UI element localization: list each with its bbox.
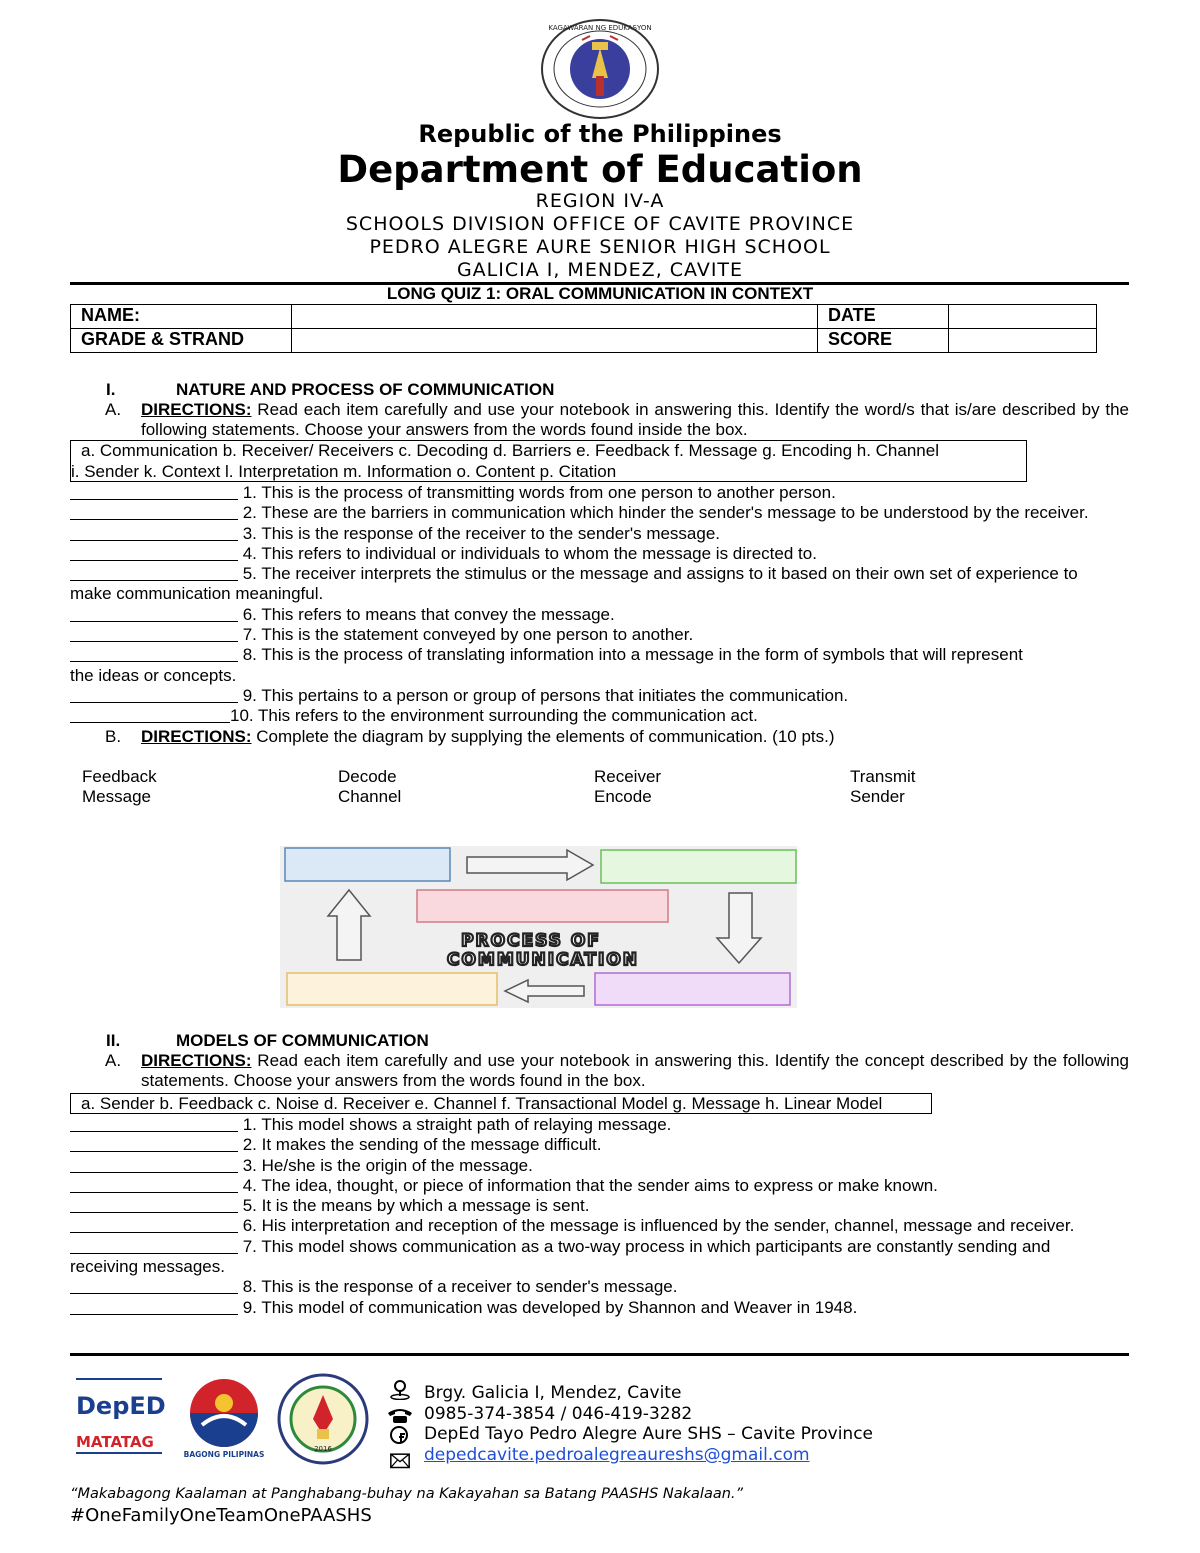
choice-column-3: Receiver Encode <box>594 767 662 806</box>
list-item-continuation: the ideas or concepts. <box>70 665 237 685</box>
section-2-title: MODELS OF COMMUNICATION <box>176 1031 429 1050</box>
section-1-title: NATURE AND PROCESS OF COMMUNICATION <box>176 380 555 399</box>
student-info-table <box>70 304 1097 353</box>
answer-blank[interactable] <box>70 524 238 541</box>
directions-label: DIRECTIONS: <box>141 400 252 419</box>
answer-blank[interactable] <box>70 564 238 581</box>
arrow-up-icon <box>328 890 370 960</box>
svg-text:KAGAWARAN NG EDUKASYON: KAGAWARAN NG EDUKASYON <box>548 24 652 32</box>
answer-blank[interactable] <box>70 503 238 520</box>
list-item: 4. The idea, thought, or piece of information that the sender aims to express or make known. <box>70 1176 1129 1196</box>
date-label: DATE <box>818 305 949 329</box>
answer-blank[interactable] <box>70 686 238 703</box>
svg-text:DepED: DepED <box>76 1392 166 1420</box>
score-field[interactable] <box>949 329 1097 353</box>
answer-blank[interactable] <box>70 645 238 662</box>
answer-blank[interactable] <box>70 1156 238 1173</box>
section-1a-directions <box>70 400 1129 441</box>
svg-text:BAGONG PILIPINAS: BAGONG PILIPINAS <box>183 1450 265 1459</box>
list-item: 2. It makes the sending of the message difficult. <box>70 1135 1129 1155</box>
part-a-letter: A. <box>105 400 122 419</box>
answer-blank[interactable] <box>70 1196 238 1213</box>
section-2-numeral: II. <box>106 1031 121 1050</box>
name-label: NAME: <box>71 305 292 329</box>
diagram-box-bottom-left[interactable] <box>287 973 497 1005</box>
list-item: 1. This model shows a straight path of relaying message. <box>70 1115 1129 1135</box>
word-box-1-line2: i. Sender k. Context l. Interpretation m. Information o. Content p. Citation <box>71 461 617 481</box>
diagram-box-top-left[interactable] <box>285 848 450 881</box>
choice-column-1: Feedback Message <box>82 767 157 806</box>
svg-text:2016: 2016 <box>314 1445 332 1453</box>
choice-column-2: Decode Channel <box>338 767 402 806</box>
list-item: 3. This is the response of the receiver to the sender's message. <box>70 524 1129 544</box>
list-item: 5. It is the means by which a message is sent. <box>70 1196 1129 1216</box>
section-1-items <box>70 483 1129 727</box>
answer-blank[interactable] <box>70 1298 238 1315</box>
list-item: 1. This is the process of transmitting words from one person to another person. <box>70 483 1129 503</box>
diagram-box-top-right[interactable] <box>601 850 796 883</box>
deped-matatag-logo <box>74 1378 166 1464</box>
list-item: 5. The receiver interprets the stimulus or the message and assigns to it based on their own set of experience to <box>70 564 1129 584</box>
list-item: 6. His interpretation and reception of the message is influenced by the sender, channel, message and receiver. <box>70 1216 1129 1236</box>
directions-text: Complete the diagram by supplying the elements of communication. (10 pts.) <box>251 727 835 746</box>
list-item: 8. This is the process of translating information into a message in the form of symbols that will represent <box>70 645 1129 665</box>
list-item: 4. This refers to individual or individuals to whom the message is directed to. <box>70 544 1129 564</box>
section-1-numeral: I. <box>106 380 116 399</box>
list-item: 9. This pertains to a person or group of persons that initiates the communication. <box>70 686 1129 706</box>
answer-blank[interactable] <box>70 1135 238 1152</box>
school-address-footer: Brgy. Galicia I, Mendez, Cavite <box>424 1383 682 1403</box>
region-label: REGION IV-A <box>535 190 665 212</box>
answer-blank[interactable] <box>70 483 238 500</box>
choice-column-4: Transmit Sender <box>850 767 916 806</box>
answer-blank[interactable] <box>70 605 238 622</box>
list-item: 6. This refers to means that convey the message. <box>70 605 1129 625</box>
facebook-page: DepEd Tayo Pedro Alegre Aure SHS – Cavite Province <box>424 1424 874 1444</box>
school-name: PEDRO ALEGRE AURE SENIOR HIGH SCHOOL <box>369 236 831 258</box>
division-label: SCHOOLS DIVISION OFFICE OF CAVITE PROVINCE <box>345 213 855 235</box>
word-box-1 <box>70 440 1027 482</box>
location-pin-icon <box>386 1380 414 1400</box>
list-item-continuation: make communication meaningful. <box>70 584 324 604</box>
answer-blank[interactable] <box>70 1115 238 1132</box>
svg-text:MATATAG: MATATAG <box>76 1433 154 1451</box>
answer-blank[interactable] <box>70 1277 238 1294</box>
directions-text: Read each item carefully and use your notebook in answering this. Identify the concept described by the following statements. Choose your answers from the words found in the box. <box>141 1051 1129 1091</box>
school-motto: “Makabagong Kaalaman at Panghabang-buhay na Kakayahan sa Batang PAASHS Nakalaan.” <box>70 1486 744 1502</box>
section-2-items <box>70 1115 1129 1318</box>
footer-divider <box>70 1353 1129 1356</box>
envelope-icon <box>386 1450 414 1470</box>
answer-blank[interactable] <box>70 706 230 723</box>
diagram-title-line2: COMMUNICATION <box>446 950 640 970</box>
republic-title: Republic of the Philippines <box>418 120 782 148</box>
section-1b-directions <box>70 727 1129 747</box>
school-address: GALICIA I, MENDEZ, CAVITE <box>456 259 744 281</box>
list-item: 8. This is the response of a receiver to sender's message. <box>70 1277 1129 1297</box>
directions-label: DIRECTIONS: <box>141 1051 252 1070</box>
deped-seal-logo <box>540 18 660 120</box>
list-item: 7. This is the statement conveyed by one person to another. <box>70 625 1129 645</box>
answer-blank[interactable] <box>70 625 238 642</box>
bagong-pilipinas-logo <box>178 1373 270 1461</box>
quiz-title: LONG QUIZ 1: ORAL COMMUNICATION IN CONTEXT <box>386 284 814 303</box>
score-label: SCORE <box>818 329 949 353</box>
list-item: 2. These are the barriers in communication which hinder the sender's message to be understood by the receiver. <box>70 503 1129 523</box>
arrow-left-icon <box>505 980 584 1002</box>
department-title: Department of Education <box>337 148 863 191</box>
diagram-box-middle[interactable] <box>417 890 668 922</box>
word-box-1-line1: a. Communication b. Receiver/ Receivers c. Decoding d. Barriers e. Feedback f. Message g. Encoding h. Channel <box>81 441 939 460</box>
list-item: 10. This refers to the environment surrounding the communication act. <box>70 706 1129 726</box>
list-item: 7. This model shows communication as a two-way process in which participants are constantly sending and <box>70 1237 1129 1257</box>
phone-numbers: 0985-374-3854 / 046-419-3282 <box>424 1404 693 1424</box>
list-item: 3. He/she is the origin of the message. <box>70 1156 1129 1176</box>
answer-blank[interactable] <box>70 1176 238 1193</box>
answer-blank[interactable] <box>70 1237 238 1254</box>
process-of-communication-diagram <box>280 846 800 1010</box>
directions-text: Read each item carefully and use your notebook in answering this. Identify the word/s that is/are described by the following statements. Choose your answers from the words found inside the box. <box>141 400 1129 440</box>
grade-strand-label: GRADE & STRAND <box>71 329 292 353</box>
part-a-letter: A. <box>105 1051 122 1070</box>
email-link[interactable]: depedcavite.pedroalegreaureshs@gmail.com <box>424 1445 810 1465</box>
list-item: 9. This model of communication was developed by Shannon and Weaver in 1948. <box>70 1298 1129 1318</box>
grade-strand-field[interactable] <box>292 329 818 353</box>
word-box-2: a. Sender b. Feedback c. Noise d. Receiver e. Channel f. Transactional Model g. Message h. Linear Model <box>70 1093 932 1114</box>
name-field[interactable] <box>292 305 818 329</box>
part-b-letter: B. <box>105 727 122 746</box>
directions-label: DIRECTIONS: <box>141 727 252 746</box>
paashs-school-seal <box>277 1373 369 1465</box>
telephone-icon <box>386 1405 414 1425</box>
answer-blank[interactable] <box>70 1216 238 1233</box>
list-item-continuation: receiving messages. <box>70 1257 225 1277</box>
arrow-right-icon <box>467 850 593 880</box>
section-2a-directions <box>70 1051 1129 1092</box>
date-field[interactable] <box>949 305 1097 329</box>
hashtag: #OneFamilyOneTeamOnePAASHS <box>70 1505 372 1526</box>
arrow-down-icon <box>717 893 761 963</box>
diagram-title-line1: PROCESS OF <box>461 931 601 951</box>
diagram-box-bottom-right[interactable] <box>595 973 790 1005</box>
facebook-icon <box>386 1425 414 1445</box>
answer-blank[interactable] <box>70 544 238 561</box>
